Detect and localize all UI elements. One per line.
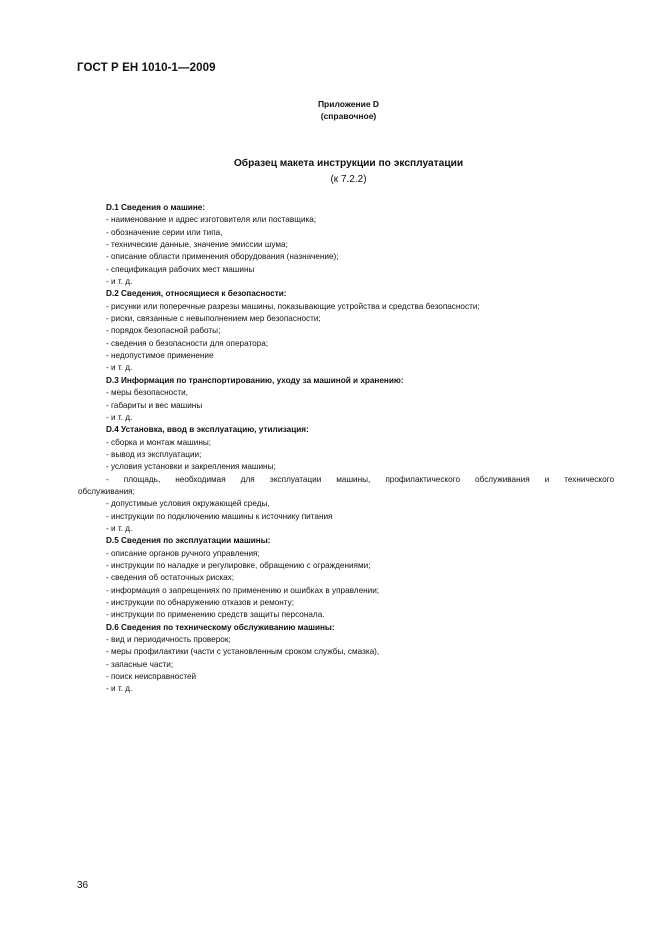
list-item: - габариты и вес машины	[106, 400, 203, 410]
list-item: - сборка и монтаж машины;	[106, 437, 212, 447]
list-item: - вид и периодичность проверок;	[106, 635, 231, 645]
list-item: - технические данные, значение эмиссии шума;	[106, 240, 288, 250]
annex-kind: (справочное)	[320, 111, 377, 121]
list-item: - меры профилактики (части с установленным сроком службы, смазка),	[106, 647, 380, 657]
list-item: - допустимые условия окружающей среды,	[106, 499, 270, 509]
list-item: - и т. д.	[106, 684, 133, 694]
list-item: - инструкции по наладке и регулировке, обращению с ограждениями;	[106, 560, 371, 570]
list-item-wrapped	[78, 474, 614, 486]
list-item: - информация о запрещениях по применению и ошибках в управлении;	[106, 585, 380, 595]
list-item: - поиск неисправностей	[106, 672, 197, 682]
list-item: - сведения об остаточных рисках;	[106, 573, 235, 583]
list-item: - порядок безопасной работы;	[106, 326, 221, 336]
list-item: - описание органов ручного управления;	[106, 548, 260, 558]
list-item: - условия установки и закрепления машины;	[106, 462, 276, 472]
page-number: 36	[77, 880, 89, 891]
page-subtitle-reference: (к 7.2.2)	[330, 174, 367, 185]
list-item: - рисунки или поперечные разрезы машины, показывающие устройства и средства безопасности;	[106, 301, 480, 311]
list-item-first-line: - площадь, необходимая для эксплуатации машины, профилактического обслуживания и технического	[106, 474, 614, 484]
list-item: - обозначение серии или типа,	[106, 227, 223, 237]
annex-heading	[0, 98, 661, 122]
list-item: - наименование и адрес изготовителя или поставщика;	[106, 215, 317, 225]
list-item: - сведения о безопасности для оператора;	[106, 338, 269, 348]
list-item: - описание области применения оборудования (назначение);	[106, 252, 339, 262]
section-title-d1: D.1 Сведения о машине:	[106, 203, 206, 212]
list-item: - недопустимое применение	[106, 351, 214, 361]
page-title: Образец макета инструкции по эксплуатации	[233, 158, 464, 169]
section-title-d4: D.4 Установка, ввод в эксплуатацию, утилизация:	[106, 425, 309, 435]
list-item: - инструкции по подключению машины к источнику питания	[106, 511, 333, 521]
list-item-continuation: обслуживания;	[78, 486, 135, 496]
list-item: - и т. д.	[106, 523, 133, 533]
list-item: - спецификация рабочих мест машины	[106, 264, 255, 274]
list-item: - риски, связанные с невыполнением мер безопасности;	[106, 314, 321, 324]
list-item: - инструкции по применению средств защиты персонала.	[106, 610, 325, 620]
list-item: - запасные части;	[106, 659, 174, 669]
document-body	[78, 202, 614, 696]
list-item: - и т. д.	[106, 277, 133, 287]
list-item: - и т. д.	[106, 412, 133, 422]
section-title-d6: D.6 Сведения по техническому обслуживанию машины:	[106, 622, 335, 632]
document-header-code: ГОСТ Р ЕН 1010-1—2009	[77, 62, 216, 74]
annex-label: Приложение D	[317, 99, 380, 109]
section-title-d2: D.2 Сведения, относящиеся к безопасности:	[106, 289, 287, 299]
list-item: - вывод из эксплуатации;	[106, 449, 202, 459]
list-item: - и т. д.	[106, 363, 133, 373]
section-title-d5: D.5 Сведения по эксплуатации машины:	[106, 536, 271, 546]
list-item: - меры безопасности,	[106, 388, 188, 398]
list-item: - инструкции по обнаружению отказов и ремонту;	[106, 598, 295, 607]
section-title-d3: D.3 Информация по транспортированию, уходу за машиной и хранению:	[106, 375, 404, 385]
